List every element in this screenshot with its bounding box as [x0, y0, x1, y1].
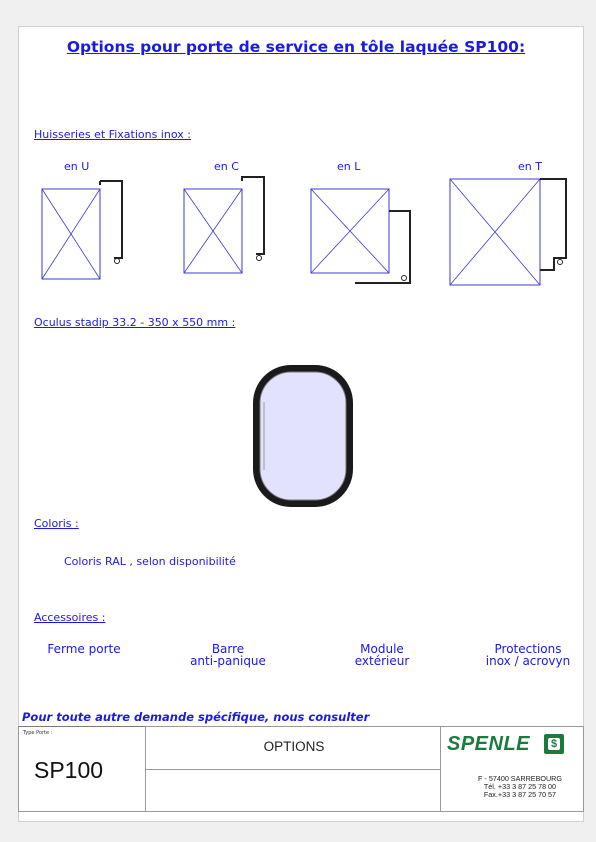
- accessory-ferme-porte: Ferme porte: [47, 642, 121, 656]
- address-line-fax: Fax.+33 3 87 25 70 57: [483, 790, 557, 799]
- address-block: [465, 775, 575, 799]
- address-line-tel: Tél. +33 3 87 25 78 00: [483, 782, 557, 791]
- frame-label-c: en C: [214, 160, 239, 173]
- footer-note: Pour toute autre demande spécifique, nous consulter: [22, 710, 370, 724]
- cartouche-blank-cell: [145, 769, 441, 812]
- accessory-barre-anti-panique: Barre anti-panique: [190, 642, 266, 668]
- brand-logo-icon: $: [544, 734, 564, 754]
- oculus-drawing: [250, 362, 356, 510]
- accessory-module-exterieur: Module extérieur: [354, 642, 410, 668]
- coloris-text: Coloris RAL , selon disponibilité: [64, 555, 236, 568]
- frame-label-l: en L: [337, 160, 361, 173]
- page-title: Options pour porte de service en tôle laquée SP100:: [66, 38, 526, 56]
- type-value: SP100: [34, 757, 104, 783]
- accessory-protections: Protections inox / acrovyn: [485, 642, 571, 668]
- cartouche-subject-cell: [145, 726, 441, 770]
- frame-c-drawing: [184, 177, 264, 273]
- frame-label-t: en T: [518, 160, 542, 173]
- brand-name: SPENLE: [447, 733, 531, 755]
- subject-text: OPTIONS: [263, 739, 325, 754]
- cartouche-brand-cell: [440, 726, 584, 812]
- frame-label-u: en U: [64, 160, 90, 173]
- huisseries-heading: Huisseries et Fixations inox :: [34, 128, 191, 141]
- accessoires-heading: Accessoires :: [34, 611, 106, 624]
- type-label: Type Porte :: [23, 730, 53, 736]
- frame-u-drawing: [42, 181, 122, 279]
- oculus-heading: Oculus stadip 33.2 - 350 x 550 mm :: [34, 316, 236, 329]
- address-line-city: F - 57400 SARREBOURG: [478, 774, 562, 783]
- coloris-heading: Coloris :: [34, 517, 79, 530]
- cartouche-type-cell: [18, 726, 146, 812]
- frame-t-drawing: [450, 179, 566, 285]
- frame-l-drawing: [311, 189, 410, 283]
